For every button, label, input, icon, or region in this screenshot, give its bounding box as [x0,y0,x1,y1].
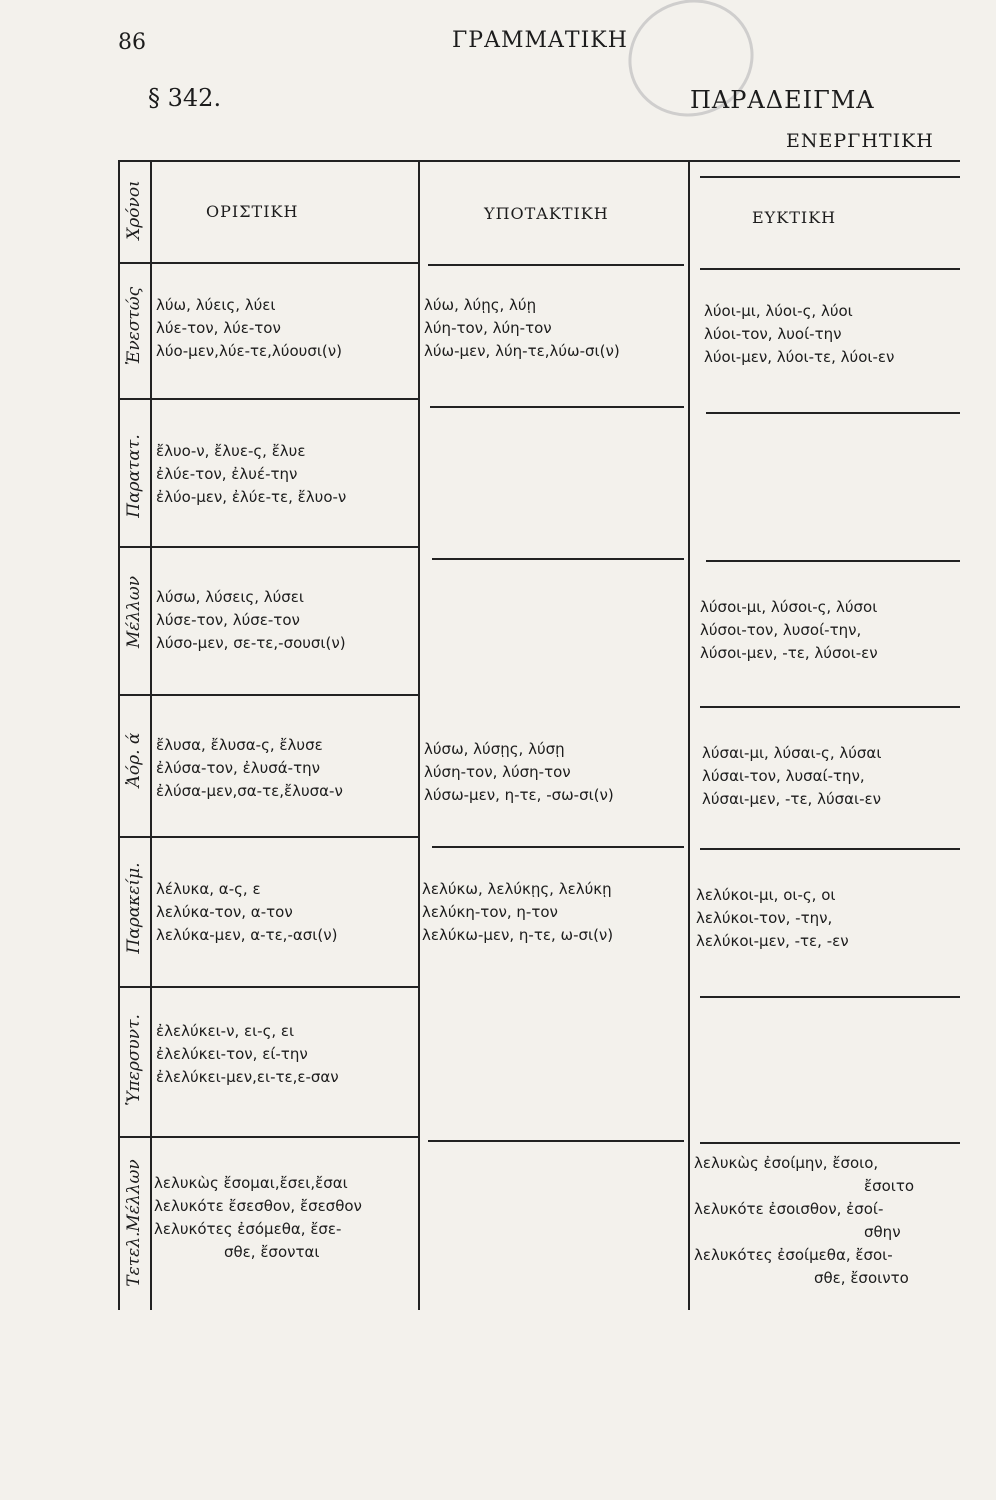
subjunctive-column-divider [688,160,690,1310]
row-rule [700,996,960,998]
row-rule [700,848,960,850]
page-number: 86 [118,30,146,55]
row-rule [706,560,960,562]
column-header-optative: ΕΥΚΤΙΚΗ [752,208,837,227]
table-top-rule [118,160,960,162]
row-rule [700,1142,960,1144]
row-rule [118,546,418,548]
perfect-optative: λελύκοι-μι, οι-ς, οι λελύκοι-τον, -την, λελύκοι-μεν, -τε, -εν [696,886,849,950]
row-rule [428,1140,684,1142]
row-rule [118,1136,418,1138]
pluperfect-indicative: ἐλελύκει-ν, ει-ς, ει ἐλελύκει-τον, εί-την ἐλελύκει-μεν,ει-τε,ε-σαν [156,1022,339,1086]
tense-label-aorist: Ἀόρ. ά [124,732,144,788]
tense-header: Χρόνοι [124,180,144,240]
aorist-subjunctive: λύσω, λύσῃς, λύσῃ λύση-τον, λύση-τον λύσω-μεν, η-τε, -σω-σι(ν) [424,740,614,804]
running-title: ΓΡΑΜΜΑΤΙΚΗ [452,28,628,53]
voice-subheading: ΕΝΕΡΓΗΤΙΚΗ [786,130,934,152]
tense-label-perfect: Παρακείμ. [124,862,144,954]
present-subjunctive: λύω, λύῃς, λύῃ λύη-τον, λύη-τον λύω-μεν, λύη-τε,λύω-σι(ν) [424,296,620,360]
row-rule [432,846,684,848]
header-rule-optative [700,268,960,270]
row-rule [432,558,684,560]
future-optative: λύσοι-μι, λύσοι-ς, λύσοι λύσοι-τον, λυσοί-την, λύσοι-μεν, -τε, λύσοι-εν [700,598,878,662]
future-perfect-optative: λελυκὼς ἐσοίμην, ἔσοιο, ἔσοιτο λελυκότε ἐσοισθον, ἐσοί- σθην λελυκότες ἐσοίμεθα, ἔσοι- σθε, ἔσοιντο [694,1154,915,1287]
tense-label-future-perfect: Τετελ.Μέλλων [124,1159,144,1287]
header-rule-indicative [118,262,418,264]
column-header-indicative: ΟΡΙΣΤΙΚΗ [206,202,299,221]
aorist-indicative: ἔλυσα, ἔλυσα-ς, ἔλυσε ἐλύσα-τον, ἐλυσά-την ἐλύσα-μεν,σα-τε,ἔλυσα-ν [156,736,343,800]
section-number: § 342. [148,84,222,112]
imperfect-indicative: ἔλυο-ν, ἔλυε-ς, ἔλυε ἐλύε-τον, ἐλυέ-την ἐλύο-μεν, ἐλύε-τε, ἔλυο-ν [156,442,347,506]
row-rule [118,694,418,696]
indicative-column-divider [418,160,420,1310]
present-indicative: λύω, λύεις, λύει λύε-τον, λύε-τον λύο-μεν,λύε-τε,λύουσι(ν) [156,296,343,360]
column-header-subjunctive: ΥΠΟΤΑΚΤΙΚΗ [484,204,609,223]
perfect-indicative: λέλυκα, α-ς, ε λελύκα-τον, α-τον λελύκα-μεν, α-τε,-ασι(ν) [156,880,338,944]
tense-label-pluperfect: Ὑπερσυντ. [124,1014,144,1106]
tense-label-imperfect: Παρατατ. [124,434,144,518]
row-rule [430,406,684,408]
present-optative: λύοι-μι, λύοι-ς, λύοι λύοι-τον, λυοί-την λύοι-μεν, λύοι-τε, λύοι-εν [704,302,895,366]
tense-label-future: Μέλλων [124,575,144,649]
tense-label-present: Ἐνεστώς [124,286,144,366]
future-indicative: λύσω, λύσεις, λύσει λύσε-τον, λύσε-τον λύσο-μεν, σε-τε,-σουσι(ν) [156,588,346,652]
row-rule [118,986,418,988]
aorist-optative: λύσαι-μι, λύσαι-ς, λύσαι λύσαι-τον, λυσαί-την, λύσαι-μεν, -τε, λύσαι-εν [702,744,882,808]
row-rule [700,706,960,708]
row-rule [118,398,418,400]
perfect-subjunctive: λελύκω, λελύκῃς, λελύκῃ λελύκη-τον, η-τον λελύκω-μεν, η-τε, ω-σι(ν) [422,880,614,944]
row-rule [706,412,960,414]
future-perfect-indicative: λελυκὼς ἔσομαι,ἔσει,ἔσαι λελυκότε ἔσεσθον, ἔσεσθον λελυκότες ἐσόμεθα, ἔσε- σθε, ἔσονται [154,1174,362,1261]
paradigm-heading: ΠΑΡΑΔΕΙΓΜΑ [690,86,875,114]
header-rule-subjunctive [428,264,684,266]
table-top-rule-2 [700,176,960,178]
row-rule [118,836,418,838]
